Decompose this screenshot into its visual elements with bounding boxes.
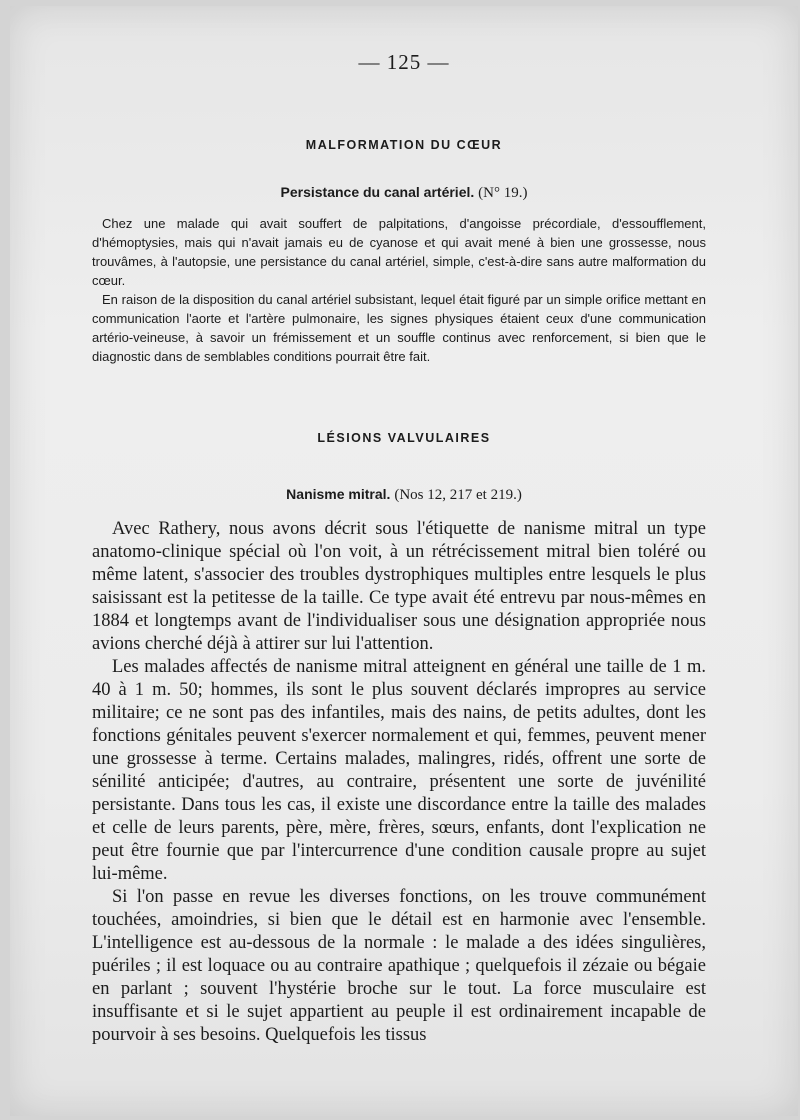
case-text-nanisme-mitral: [92, 518, 706, 1047]
paragraph: Avec Rathery, nous avons décrit sous l'étiquette de nanisme mitral un type anatomo-clinique spécial où l'on voit, à un rétrécissement mitral bien toléré ou même latent, s'associer des troubles dystrophiques multiples entre lesquels le plus saisissant est la petitesse de la taille. Ce type avait été entrevu par nous-mêmes en 1884 et longtemps avant de l'individualiser sous une désignation appropriée nous avions cherché déjà à attirer sur lui l'attention.: [92, 519, 706, 654]
case-title-text: Persistance du canal artériel.: [280, 184, 475, 200]
page-number: — 125 —: [358, 50, 450, 74]
case-title-canal-arteriel: [10, 184, 798, 202]
section-title-lesions-valvulaires: LÉSIONS VALVULAIRES: [317, 431, 491, 445]
section-title-malformation: MALFORMATION DU CŒUR: [305, 138, 503, 152]
case-title-text: Nanisme mitral.: [286, 486, 391, 502]
case-reference: (N° 19.): [478, 185, 528, 201]
paragraph: En raison de la disposition du canal artériel subsistant, lequel était figuré par un simple orifice mettant en communication l'aorte et l'artère pulmonaire, les signes physiques étaient ceux d'une communication artério-veineuse, à savoir un frémissement et un souffle continus avec renforcement, si bien que le diagnostic dans de semblables conditions pourrait être fait.: [92, 292, 706, 364]
case-title-nanisme-mitral: [10, 486, 798, 504]
case-reference: (Nos 12, 217 et 219.): [394, 487, 522, 503]
case-text-canal-arteriel: [92, 214, 706, 366]
paragraph: Chez une malade qui avait souffert de palpitations, d'angoisse précordiale, d'essoufflement, d'hémoptysies, mais qui n'avait jamais eu de cyanose et qui avait mené à bien une grossesse, nous trouvâmes, à l'autopsie, une persistance du canal artériel, simple, c'est-à-dire sans autre malformation du cœur.: [92, 216, 706, 288]
document-page: [10, 6, 798, 1116]
paragraph: Les malades affectés de nanisme mitral atteignent en général une taille de 1 m. 40 à 1 m. 50; hommes, ils sont le plus souvent déclarés impropres au service militaire; ce ne sont pas des infantiles, mais des nains, de petits adultes, dont les fonctions génitales peuvent s'exercer normalement et qui, femmes, peuvent mener une grossesse à terme. Certains malades, malingres, ridés, offrent une sorte de sénilité anticipée; d'autres, au contraire, présentent une sorte de juvénilité persistante. Dans tous les cas, il existe une discordance entre la taille des malades et celle de leurs parents, père, mère, frères, sœurs, enfants, dont l'explication ne peut être fournie que par l'intercurrence d'une condition causale propre au sujet lui-même.: [92, 657, 706, 884]
paragraph: Si l'on passe en revue les diverses fonctions, on les trouve communément touchées, amoindries, si bien que le détail est en harmonie avec l'ensemble. L'intelligence est au-dessous de la normale : le malade a des idées singulières, puériles ; il est loquace ou au contraire apathique ; quelquefois il zézaie ou bégaie en parlant ; souvent l'hystérie broche sur le tout. La force musculaire est insuffisante et si le sujet appartient au peuple il est ordinairement incapable de pourvoir à ses besoins. Quelquefois les tissus: [92, 887, 706, 1045]
